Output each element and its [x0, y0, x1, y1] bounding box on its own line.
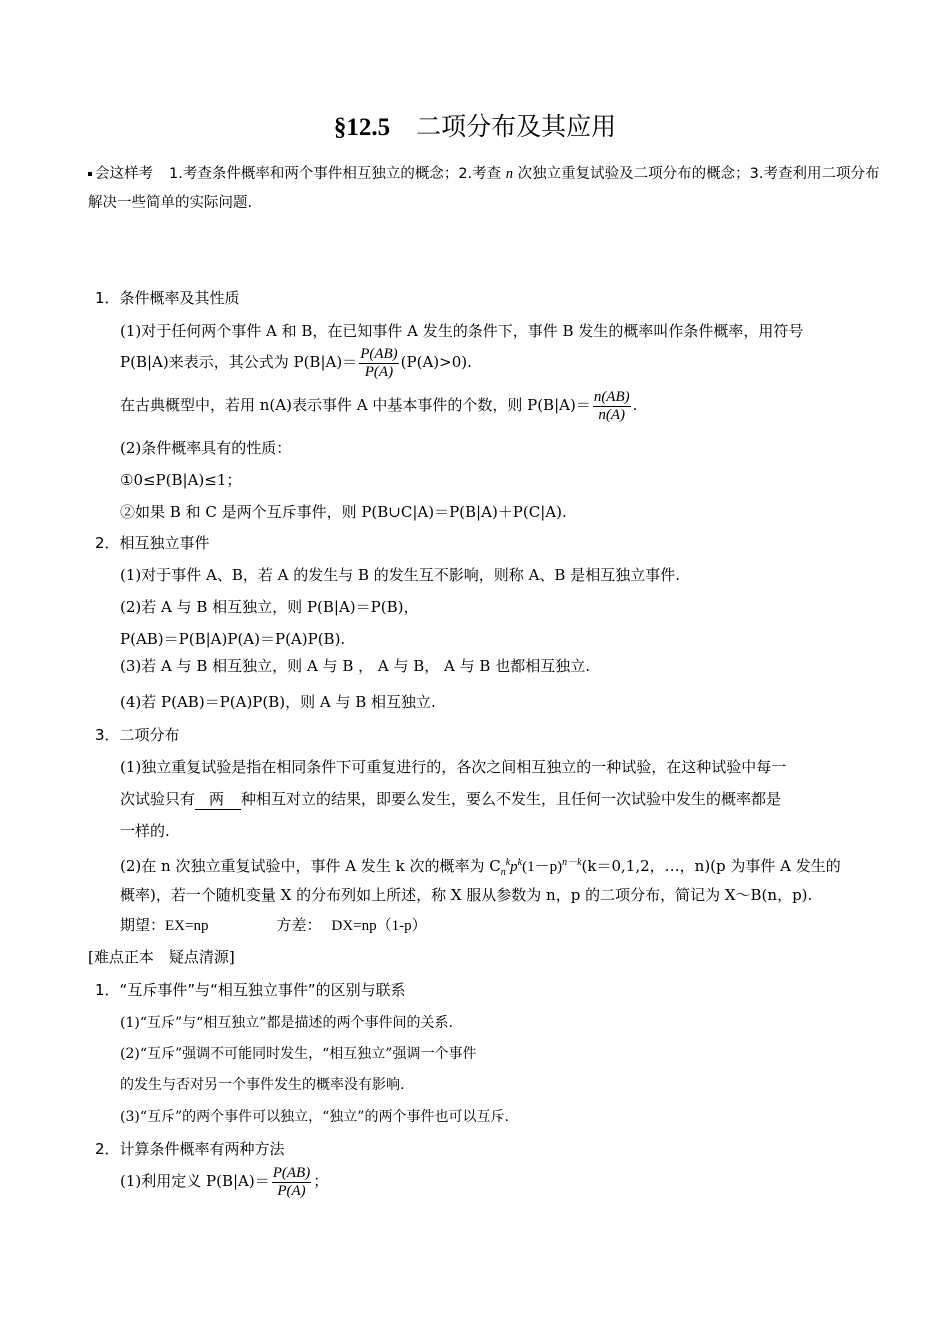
s4-heading-2: 2．计算条件概率有两种方法 — [95, 1140, 285, 1158]
s3-p2a-post: (k＝0,1,2，…，n)(p 为事件 A 发生的 — [581, 857, 841, 875]
s1-heading: 1．条件概率及其性质 — [95, 289, 240, 307]
s4-heading-1: 1．“互斥事件”与“相互独立事件”的区别与联系 — [95, 981, 406, 999]
s2-p2: (2)若 A 与 B 相互独立，则 P(B|A)＝P(B)， — [120, 598, 419, 616]
s1-p1a: (1)对于任何两个事件 A 和 B，在已知事件 A 发生的条件下，事件 B 发生的概率叫作条件概率，用符号 — [120, 322, 804, 340]
s4-p2b: 的发生与否对另一个事件发生的概率没有影响. — [120, 1077, 405, 1093]
s1-p1b-fraction — [359, 346, 398, 381]
s1-p2: (2)条件概率具有的性质： — [120, 439, 292, 457]
s4-label: [难点正本 疑点清源] — [88, 948, 235, 966]
variance-label: 方差： — [276, 916, 322, 934]
s3-p1b — [120, 789, 781, 810]
s1-p1c-pre: 在古典概型中，若用 n(A)表示事件 A 中基本事件的个数，则 P(B|A)＝ — [120, 396, 591, 414]
binom-p: p — [510, 859, 518, 875]
expectation-label: 期望： — [120, 916, 166, 934]
binom-sup-k: k — [517, 857, 523, 868]
bullet-icon — [88, 172, 92, 176]
s2-p3: (3)若 A 与 B 相互独立，则 A 与 B ， A 与 B， A 与 B 也都相互独立. — [120, 657, 590, 675]
s3-p1b-post: 种相互对立的结果，即要么发生，要么不发生，且任何一次试验中发生的概率都是 — [241, 790, 782, 808]
s1-p1b — [120, 344, 472, 381]
s1-p1c — [120, 387, 637, 424]
binom-sup-nk: n－k — [562, 857, 582, 868]
s4-p3: (3)“互斥”的两个事件可以独立，“独立”的两个事件也可以互斥. — [120, 1109, 509, 1125]
expectation-formula: EX=np — [165, 918, 209, 934]
s1-p2a: ①0≤P(B|A)≤1； — [120, 471, 242, 489]
s3-p3 — [120, 915, 427, 936]
s4-q1-pre: (1)利用定义 P(B|A)＝ — [120, 1172, 270, 1190]
fraction-denominator: P(A) — [277, 1182, 306, 1199]
s2-p1: (1)对于事件 A、B，若 A 的发生与 B 的发生互不影响，则称 A、B 是相互独立事件. — [120, 566, 680, 584]
s3-p2a-pre: (2)在 n 次独立重复试验中，事件 A 发生 k 次的概率为 C — [120, 857, 501, 875]
s4-q1-fraction — [272, 1165, 311, 1200]
s1-p1c-post: . — [632, 396, 638, 414]
s4-p1: (1)“互斥”与“相互独立”都是描述的两个事件间的关系. — [120, 1015, 453, 1031]
s1-p2b: ②如果 B 和 C 是两个互斥事件，则 P(B∪C|A)＝P(B|A)＋P(C|A). — [120, 503, 567, 521]
intro-label: 会这样考 — [95, 166, 153, 182]
s3-p1b-pre: 次试验只有 — [120, 790, 196, 808]
s3-heading: 3．二项分布 — [95, 726, 180, 744]
intro-n: n — [505, 166, 514, 182]
s2-heading: 2．相互独立事件 — [95, 534, 210, 552]
s3-p2b: 概率)，若一个随机变量 X 的分布列如上所述，称 X 服从参数为 n，p 的二项分布，简记为 X～B(n，p). — [120, 886, 813, 904]
s2-p4: (4)若 P(AB)＝P(A)P(B)，则 A 与 B 相互独立. — [120, 693, 436, 711]
s4-p2a: (2)“互斥”强调不可能同时发生，“相互独立”强调一个事件 — [120, 1046, 477, 1062]
section-title: 二项分布及其应用 — [416, 112, 617, 141]
s4-q1 — [120, 1163, 328, 1200]
s1-p1b-post: (P(A)>0). — [400, 353, 472, 371]
fraction-numerator: P(AB) — [360, 345, 398, 362]
fraction-denominator: n(A) — [598, 406, 626, 423]
binom-sup: k — [505, 857, 511, 868]
s4-q1-post: ； — [313, 1172, 329, 1190]
s1-p1c-fraction — [593, 389, 631, 424]
s3-p1a: (1)独立重复试验是指在相同条件下可重复进行的，各次之间相互独立的一种试验，在这种试验中每一 — [120, 758, 787, 776]
variance-formula: DX=np（1-p） — [331, 918, 427, 934]
fraction-numerator: P(AB) — [272, 1164, 311, 1181]
s3-blank-answer: 两 — [195, 789, 241, 810]
intro-text-1: 1.考查条件概率和两个事件相互独立的概念；2.考查 — [169, 166, 502, 182]
page-title — [0, 112, 950, 143]
intro-text-2: 次独立重复试验及二项分布的概念；3.考查利用二项分布解决一些简单的实际问题. — [88, 166, 880, 211]
s3-p1c: 一样的. — [120, 822, 170, 840]
s3-p2a — [120, 853, 841, 883]
fraction-denominator: P(A) — [364, 363, 394, 380]
s1-p1b-pre: P(B|A)来表示，其公式为 P(B|A)＝ — [120, 353, 358, 371]
s2-p2b: P(AB)＝P(B|A)P(A)＝P(A)P(B). — [120, 630, 346, 648]
binom-q: (1－p) — [522, 859, 563, 875]
fraction-numerator: n(AB) — [593, 388, 630, 405]
intro-paragraph — [88, 160, 888, 218]
section-number: §12.5 — [333, 114, 391, 141]
binom-sub: n — [500, 867, 506, 878]
